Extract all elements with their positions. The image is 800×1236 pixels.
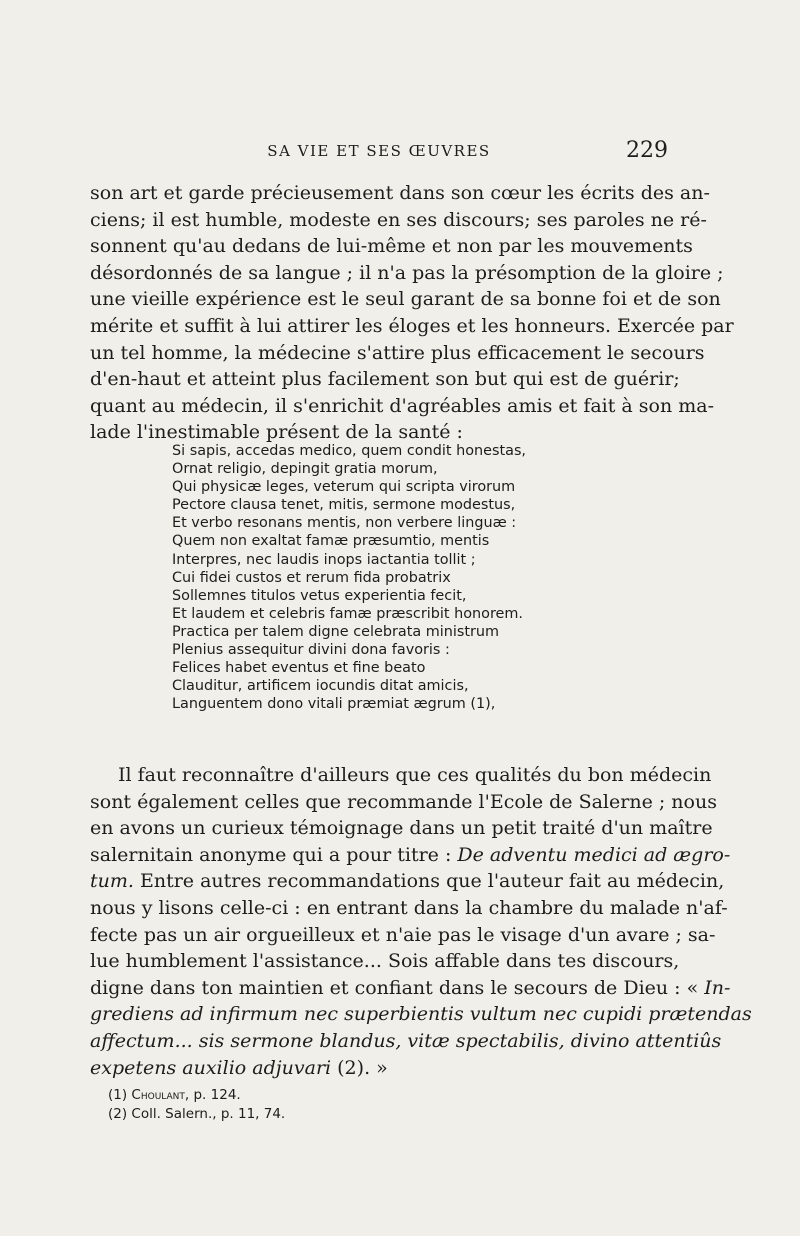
- text-line: lue humblement l'assistance... Sois affable dans tes discours,: [90, 950, 680, 973]
- footnote-mark: (1): [108, 1087, 132, 1103]
- verse-line: Et laudem et celebris famæ præscribit honorem.: [172, 605, 523, 622]
- treatise-title: De adventu medici ad ægro-: [457, 843, 731, 866]
- text-line: son art et garde précieusement dans son cœur les écrits des an-: [90, 182, 710, 204]
- verse-line: Plenius assequitur divini dona favoris :: [172, 642, 450, 659]
- verse-line: Felices habet eventus et fine beato: [172, 660, 426, 677]
- verse-line: Languentem dono vitali præmiat ægrum (1),: [172, 696, 496, 713]
- latin-verse-quotation: [172, 442, 592, 713]
- paragraph-2: [90, 762, 752, 1081]
- text-run: (2). »: [331, 1056, 388, 1079]
- text-line: quant au médecin, il s'enrichit d'agréables amis et fait à son ma-: [90, 394, 715, 417]
- text-line: [90, 842, 731, 869]
- verse-line: Si sapis, accedas medico, quem condit honestas,: [172, 443, 527, 459]
- text-line: sonnent qu'au dedans de lui-même et non par les mouvements: [90, 235, 693, 258]
- verse-line: Cui fidei custos et rerum fida probatrix: [172, 569, 451, 586]
- text-line: d'en-haut et atteint plus facilement son but qui est de guérir;: [90, 368, 680, 391]
- footnotes: [108, 1086, 408, 1124]
- verse-line: Clauditur, artificem iocundis ditat amicis,: [172, 678, 469, 695]
- text-line: [90, 975, 731, 1002]
- footnote-ref: , p. 124.: [184, 1087, 241, 1103]
- text-line: lade l'inestimable présent de la santé :: [90, 421, 463, 444]
- verse-line: Practica per talem digne celebrata ministrum: [172, 623, 500, 640]
- text-line: ciens; il est humble, modeste en ses discours; ses paroles ne ré-: [90, 208, 707, 231]
- text-line: fecte pas un air orgueilleux et n'aie pas le visage d'un avare ; sa-: [90, 923, 716, 946]
- latin-quote: expetens auxilio adjuvari: [90, 1056, 332, 1079]
- running-head: [90, 140, 668, 164]
- text-run: salernitain anonyme qui a pour titre :: [90, 843, 458, 866]
- text-line: en avons un curieux témoignage dans un petit traité d'un maître: [90, 817, 713, 840]
- text-line: nous y lisons celle-ci : en entrant dans la chambre du malade n'af-: [90, 896, 728, 919]
- text-run: Entre autres recommandations que l'auteur fait au médecin,: [133, 870, 725, 893]
- text-line: désordonnés de sa langue ; il n'a pas la présomption de la gloire ;: [90, 261, 724, 284]
- text-line: grediens ad infirmum nec superbientis vultum nec cupidi prætendas: [90, 1003, 752, 1026]
- footnote-1: [108, 1086, 408, 1105]
- text-line: sont également celles que recommande l'Ecole de Salerne ; nous: [90, 790, 717, 813]
- text-line: mérite et suffit à lui attirer les éloges et les honneurs. Exercée par: [90, 314, 734, 337]
- text-line: [90, 1055, 668, 1082]
- footnote-author: Choulant: [131, 1087, 185, 1103]
- text-run: digne dans ton maintien et confiant dans le secours de Dieu : «: [90, 976, 705, 999]
- paragraph-1: [90, 180, 734, 446]
- text-line: une vieille expérience est le seul garant de sa bonne foi et de son: [90, 288, 721, 311]
- text-line: Il faut reconnaître d'ailleurs que ces qualités du bon médecin: [118, 764, 712, 786]
- text-line: [90, 868, 725, 895]
- text-line: affectum... sis sermone blandus, vitæ spectabilis, divino attentiûs: [90, 1029, 722, 1052]
- verse-line: Et verbo resonans mentis, non verbere linguæ :: [172, 515, 517, 532]
- latin-quote: In-: [704, 976, 731, 999]
- verse-line: Interpres, nec laudis inops iactantia tollit ;: [172, 551, 476, 568]
- text-line: un tel homme, la médecine s'attire plus efficacement le secours: [90, 341, 705, 364]
- treatise-title-end: tum.: [90, 870, 134, 893]
- page-number: 229: [626, 138, 668, 163]
- verse-line: Ornat religio, depingit gratia morum,: [172, 461, 438, 478]
- verse-line: Pectore clausa tenet, mitis, sermone modestus,: [172, 497, 516, 514]
- footnote-2: (2) Coll. Salern., p. 11, 74.: [108, 1106, 286, 1122]
- verse-line: Quem non exaltat famæ præsumtio, mentis: [172, 533, 490, 550]
- verse-line: Qui physicæ leges, veterum qui scripta virorum: [172, 479, 516, 496]
- verse-line: Sollemnes titulos vetus experientia fecit,: [172, 587, 467, 604]
- running-title: SA VIE ET SES ŒUVRES: [267, 142, 491, 160]
